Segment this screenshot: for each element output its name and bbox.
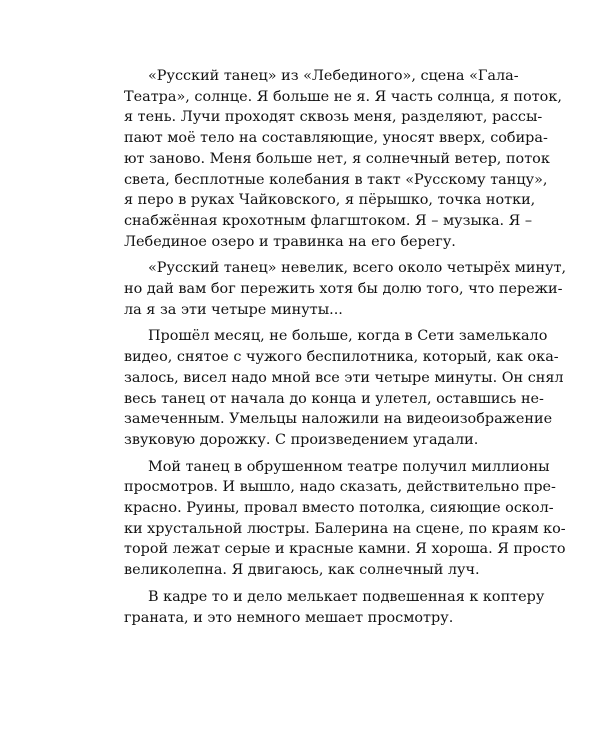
paragraph [124,258,567,320]
text-line: красно. Руины, провал вместо потолка, сияющие оскол- [124,500,554,517]
text-line: великолепна. Я двигаюсь, как солнечный луч. [124,562,480,579]
page-text [124,66,567,634]
text-line: ла я за эти четыре минуты... [124,301,343,318]
text-line: «Русский танец» из «Лебединого», сцена «Гала- [148,68,519,84]
text-line: Лебединое озеро и травинка на его берегу. [124,233,456,250]
text-line: пают моё тело на составляющие, уносят вверх, собира- [124,130,548,147]
text-line: залось, висел надо мной все эти четыре минуты. Он снял [124,369,564,386]
text-line: В кадре то и дело мелькает подвешенная к коптеру [148,588,545,605]
text-line: звуковую дорожку. С произведением угадали. [124,431,479,448]
paragraph [124,326,564,450]
text-line: но дай вам бог пережить хотя бы долю того, что пережи- [124,281,563,298]
text-line: Прошёл месяц, не больше, когда в Сети замелькало [148,328,548,345]
text-line: видео, снятое с чужого беспилотника, который, как ока- [124,349,559,366]
paragraph [124,587,545,628]
paragraph [124,457,566,581]
text-line: торой лежат серые и красные камни. Я хороша. Я просто [124,541,566,558]
text-line: граната, и это немного мешает просмотру. [124,609,454,626]
text-line: снабжённая крохотным флагштоком. Я – музыка. Я – [124,212,533,229]
paragraph [124,66,562,252]
text-line: просмотров. И вышло, надо сказать, действительно пре- [124,479,556,496]
text-line: замеченным. Умельцы наложили на видеоизображение [124,411,553,428]
text-line: я перо в руках Чайковского, я пёрышко, точка нотки, [124,192,536,209]
text-line: ки хрустальной люстры. Балерина на сцене, по краям ко- [124,520,566,537]
text-line: «Русский танец» невелик, всего около четырёх минут, [148,260,567,277]
text-line: ют заново. Меня больше нет, я солнечный ветер, поток [124,150,550,167]
text-line: весь танец от начала до конца и улетел, оставшись не- [124,390,544,407]
text-line: света, бесплотные колебания в такт «Русскому танцу», [124,171,548,188]
text-line: я тень. Лучи проходят сквозь меня, разделяют, рассы- [124,109,543,126]
text-line: Мой танец в обрушенном театре получил миллионы [148,458,550,475]
text-line: Театра», солнце. Я больше не я. Я часть солнца, я поток, [124,88,562,105]
